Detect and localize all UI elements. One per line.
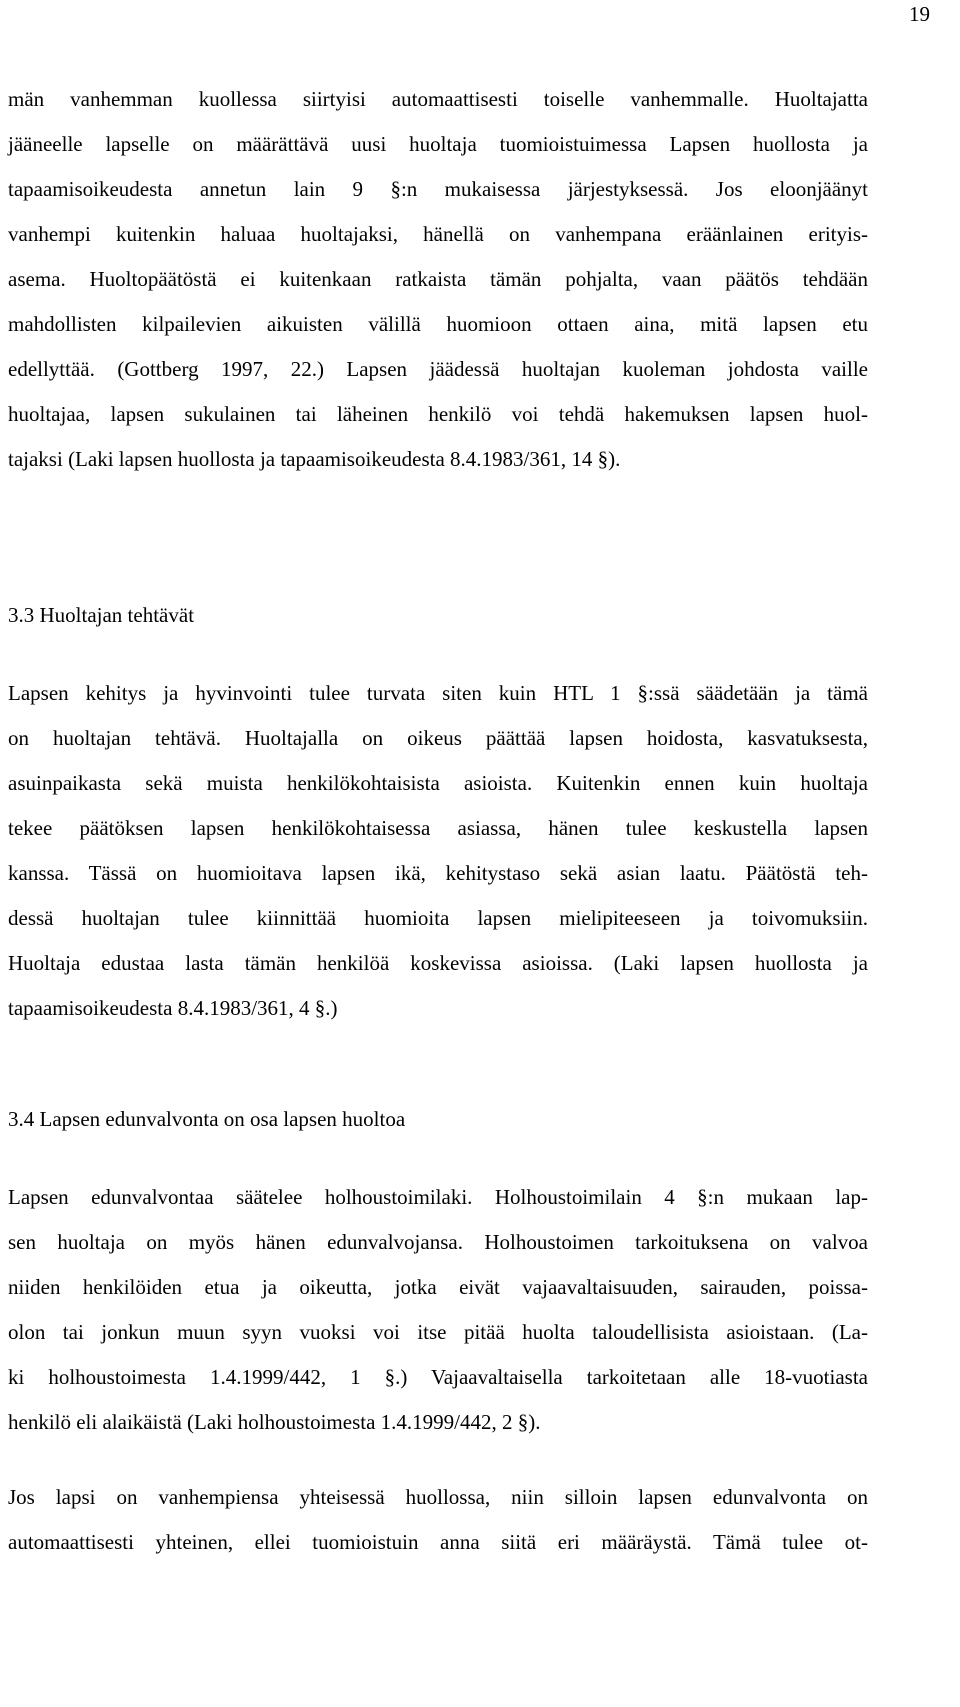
paragraph-line: Huoltaja edustaa lasta tämän henkilöä koskevissa asioissa. (Laki lapsen huollosta ja: [8, 951, 868, 975]
paragraph-line: asema. Huoltopäätöstä ei kuitenkaan ratkaista tämän pohjalta, vaan päätös tehdään: [8, 267, 868, 291]
paragraph-line: jääneelle lapselle on määrättävä uusi huoltaja tuomioistuimessa Lapsen huollosta ja: [8, 132, 868, 156]
paragraph-line: henkilö eli alaikäistä (Laki holhoustoimesta 1.4.1999/442, 2 §).: [8, 1410, 541, 1434]
paragraph-line: Lapsen edunvalvontaa säätelee holhoustoimilaki. Holhoustoimilain 4 §:n mukaan lap-: [8, 1185, 868, 1209]
paragraph-line: huoltajaa, lapsen sukulainen tai läheinen henkilö voi tehdä hakemuksen lapsen huol-: [8, 402, 868, 426]
section-heading: 3.4 Lapsen edunvalvonta on osa lapsen huoltoa: [8, 1107, 406, 1131]
paragraph-line: Lapsen kehitys ja hyvinvointi tulee turvata siten kuin HTL 1 §:ssä säädetään ja tämä: [8, 681, 868, 705]
paragraph-line: kanssa. Tässä on huomioitava lapsen ikä, kehitystaso sekä asian laatu. Päätöstä teh-: [8, 861, 868, 885]
paragraph-line: olon tai jonkun muun syyn vuoksi voi itse pitää huolta taloudellisista asioistaan. (La-: [8, 1320, 868, 1344]
paragraph-line: automaattisesti yhteinen, ellei tuomioistuin anna siitä eri määräystä. Tämä tulee ot-: [8, 1530, 868, 1554]
paragraph-line: dessä huoltajan tulee kiinnittää huomioita lapsen mielipiteeseen ja toivomuksiin.: [8, 906, 868, 930]
paragraph-line: tajaksi (Laki lapsen huollosta ja tapaamisoikeudesta 8.4.1983/361, 14 §).: [8, 447, 621, 471]
paragraph-line: tekee päätöksen lapsen henkilökohtaisessa asiassa, hänen tulee keskustella lapsen: [8, 816, 868, 840]
paragraph-line: män vanhemman kuollessa siirtyisi automaattisesti toiselle vanhemmalle. Huoltajatta: [8, 87, 868, 111]
paragraph-line: mahdollisten kilpailevien aikuisten välillä huomioon ottaen aina, mitä lapsen etu: [8, 312, 868, 336]
paragraph-line: vanhempi kuitenkin haluaa huoltajaksi, hänellä on vanhempana eräänlainen erityis-: [8, 222, 868, 246]
page-number: 19: [909, 2, 930, 26]
paragraph-line: tapaamisoikeudesta annetun lain 9 §:n mukaisessa järjestyksessä. Jos eloonjäänyt: [8, 177, 868, 201]
paragraph-line: asuinpaikasta sekä muista henkilökohtaisista asioista. Kuitenkin ennen kuin huoltaja: [8, 771, 868, 795]
paragraph-line: edellyttää. (Gottberg 1997, 22.) Lapsen jäädessä huoltajan kuoleman johdosta vaille: [8, 357, 868, 381]
section-heading: 3.3 Huoltajan tehtävät: [8, 603, 195, 627]
paragraph-line: niiden henkilöiden etua ja oikeutta, jotka eivät vajaavaltaisuuden, sairauden, poissa-: [8, 1275, 868, 1299]
paragraph-line: sen huoltaja on myös hänen edunvalvojansa. Holhoustoimen tarkoituksena on valvoa: [8, 1230, 868, 1254]
paragraph-line: tapaamisoikeudesta 8.4.1983/361, 4 §.): [8, 996, 338, 1020]
paragraph-line: on huoltajan tehtävä. Huoltajalla on oikeus päättää lapsen hoidosta, kasvatuksesta,: [8, 726, 868, 750]
paragraph-line: Jos lapsi on vanhempiensa yhteisessä huollossa, niin silloin lapsen edunvalvonta on: [8, 1485, 868, 1509]
paragraph-line: ki holhoustoimesta 1.4.1999/442, 1 §.) Vajaavaltaisella tarkoitetaan alle 18-vuotiasta: [8, 1365, 868, 1389]
